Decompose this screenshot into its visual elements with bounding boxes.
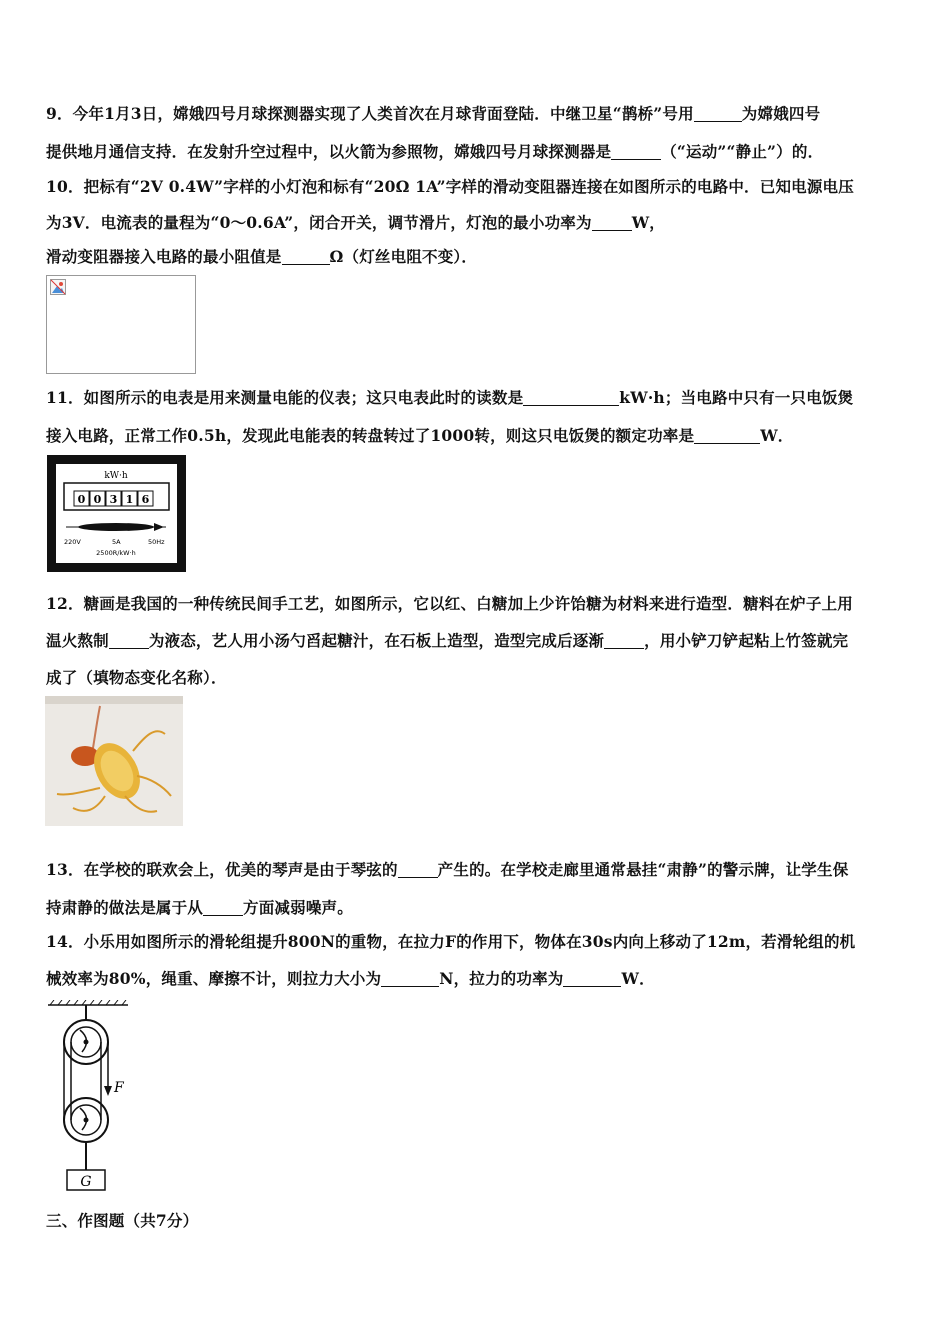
meter-disc xyxy=(66,523,166,531)
q12-text-c: 为液态，艺人用小汤勺舀起糖汁，在石板上造型，造型完成后逐渐 xyxy=(148,631,605,650)
q14-blank-2 xyxy=(563,971,621,988)
q13-line1 xyxy=(46,858,848,880)
meter-frequency: 50Hz xyxy=(148,538,165,546)
q14-text-a: 14．小乐用如图所示的滑轮组提升800N的重物，在拉力F的作用下，物体在30s内向上移动了12m，若滑轮组的机 xyxy=(46,932,856,951)
q14-line1 xyxy=(46,930,855,952)
q10-line3 xyxy=(46,245,477,267)
q9-line1 xyxy=(46,102,820,124)
q13-text-b: 产生的。在学校走廊里通常悬挂“肃静”的警示牌，让学生保 xyxy=(437,860,849,879)
weight-label: G xyxy=(80,1174,92,1190)
meter-digit-5: 6 xyxy=(141,493,150,506)
q12-text-e: 成了（填物态变化名称）． xyxy=(46,668,227,687)
meter-digit-4: 1 xyxy=(125,493,134,506)
q11-line2 xyxy=(46,424,794,446)
q14-line2 xyxy=(46,967,655,989)
q10-text-c: W， xyxy=(631,213,665,232)
q10-text-a: 10．把标有“2V 0.4W”字样的小灯泡和标有“20Ω 1A”字样的滑动变阻器连接在如图所示的电路中．已知电源电压 xyxy=(46,177,854,196)
force-label: F xyxy=(114,1080,124,1096)
sugar-painting-photo xyxy=(45,696,183,826)
meter-current: 5A xyxy=(112,538,121,546)
q12-blank-2 xyxy=(604,633,644,650)
q14-text-c: N，拉力的功率为 xyxy=(439,969,564,988)
q9-blank-1 xyxy=(694,106,742,123)
q13-blank-2 xyxy=(203,900,243,917)
q13-line2 xyxy=(46,896,353,918)
q12-line1 xyxy=(46,592,853,614)
q9-blank-2 xyxy=(611,144,661,161)
q12-line2 xyxy=(46,629,848,651)
q9-text-a: 9．今年1月3日，嫦娥四号月球探测器实现了人类首次在月球背面登陆．中继卫星“鹊桥”号用 xyxy=(46,104,694,123)
q14-text-d: W． xyxy=(621,969,655,988)
meter-voltage: 220V xyxy=(64,538,81,546)
q11-text-a: 11．如图所示的电表是用来测量电能的仪表；这只电表此时的读数是 xyxy=(46,388,524,407)
q10-line2 xyxy=(46,211,665,233)
broken-image-icon xyxy=(50,279,66,295)
q13-text-d: 方面减弱噪声。 xyxy=(243,898,353,917)
section-3-title-text: 三、作图题（共7分） xyxy=(46,1211,199,1230)
q10-text-d: 滑动变阻器接入电路的最小阻值是 xyxy=(46,247,282,266)
meter-digit-1: 0 xyxy=(77,493,86,506)
q14-blank-1 xyxy=(381,971,439,988)
q9-text-c: 提供地月通信支持．在发射升空过程中，以火箭为参照物，嫦娥四号月球探测器是 xyxy=(46,142,612,161)
energy-meter-figure xyxy=(47,455,186,572)
q13-text-a: 13．在学校的联欢会上，优美的琴声是由于琴弦的 xyxy=(46,860,398,879)
q12-text-a: 12．糖画是我国的一种传统民间手工艺，如图所示，它以红、白糖加上少许饴糖为材料来进行造型．糖料在炉子上用 xyxy=(46,594,853,613)
q12-blank-1 xyxy=(109,633,149,650)
q10-blank-2 xyxy=(282,249,330,266)
q9-line2 xyxy=(46,140,823,162)
meter-digit-2: 0 xyxy=(93,493,102,506)
q12-text-b: 温火熬制 xyxy=(46,631,109,650)
q11-blank-1 xyxy=(523,390,619,407)
q12-line3 xyxy=(46,666,227,688)
pulley-system-figure xyxy=(46,1000,136,1195)
q12-text-d: ，用小铲刀铲起粘上竹签就完 xyxy=(644,631,849,650)
meter-digits xyxy=(74,491,153,506)
q14-text-b: 械效率为80%，绳重、摩擦不计，则拉力大小为 xyxy=(46,969,382,988)
meter-rating: 2500R/kW·h xyxy=(96,549,136,557)
q11-text-b: kW·h；当电路中只有一只电饭煲 xyxy=(619,388,854,407)
q9-text-b: 为嫦娥四号 xyxy=(741,104,821,123)
q10-line1 xyxy=(46,175,854,197)
meter-unit: kW·h xyxy=(104,471,128,481)
q11-line1 xyxy=(46,386,853,408)
q10-text-e: Ω（灯丝电阻不变）． xyxy=(329,247,478,266)
q11-blank-2 xyxy=(694,428,760,445)
q9-text-d: （“运动”“静止”）的． xyxy=(661,142,824,161)
q10-blank-1 xyxy=(592,215,632,232)
circuit-diagram-placeholder xyxy=(46,275,196,374)
q13-text-c: 持肃静的做法是属于从 xyxy=(46,898,204,917)
section-3-title xyxy=(46,1209,198,1231)
meter-digit-3: 3 xyxy=(109,493,118,506)
q10-text-b: 为3V．电流表的量程为“0～0.6A”，闭合开关，调节滑片，灯泡的最小功率为 xyxy=(46,213,592,232)
q11-text-d: W． xyxy=(760,426,794,445)
q13-blank-1 xyxy=(398,862,438,879)
q11-text-c: 接入电路，正常工作0.5h，发现此电能表的转盘转过了1000转，则这只电饭煲的额定功率是 xyxy=(46,426,695,445)
